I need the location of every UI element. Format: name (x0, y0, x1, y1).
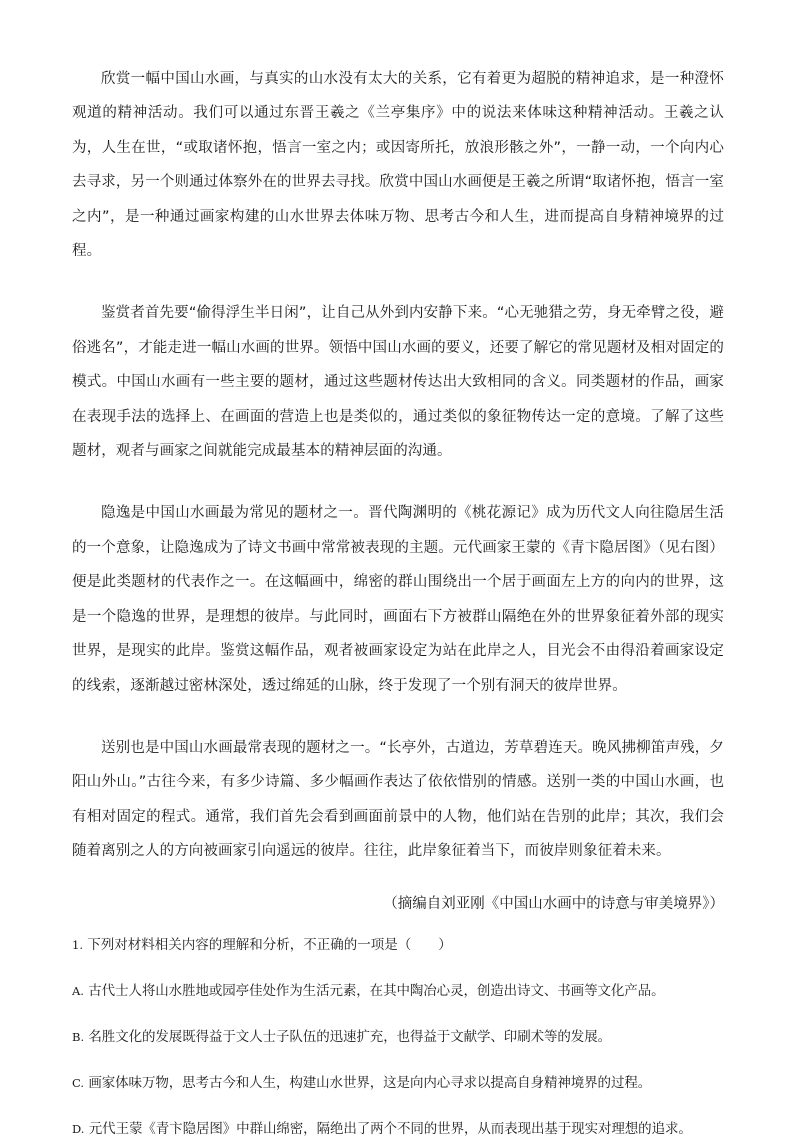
passage-paragraph-2: 鉴赏者首先要“偷得浮生半日闲”，让自己从外到内安静下来。“心无驰猎之劳，身无牵臂之役，避俗逃名”，才能走进一幅山水画的世界。领悟中国山水画的要义，还要了解它的常见题材及相对固定的模式。中国山水画有一些主要的题材，通过这些题材传达出大致相同的含义。同类题材的作品，画家在表现手法的选择上、在画面的营造上也是类似的，通过类似的象征物传达一定的意境。了解了这些题材，观者与画家之间就能完成最基本的精神层面的沟通。 (72, 305, 724, 460)
question-number: 1. (72, 937, 83, 952)
passage-paragraph-1: 欣赏一幅中国山水画，与真实的山水没有太大的关系，它有着更为超脱的精神追求，是一种澄怀观道的精神活动。我们可以通过东晋王羲之《兰亭集序》中的说法来体味这种精神活动。王羲之认为，人生在世，“或取诸怀抱，悟言一室之内；或因寄所托，放浪形骸之外”，一静一动，一个向内心去寻求，另一个则通过体察外在的世界去寻找。欣赏中国山水画便是王羲之所谓“取诸怀抱，悟言一室之内”，是一种通过画家构建的山水世界去体味万物、思考古今和人生，进而提高自身精神境界的过程。 (72, 71, 724, 260)
option-d[interactable] (72, 1119, 724, 1139)
option-text: 画家体味万物，思考古今和人生，构建山水世界，这是向内心寻求以提高自身精神境界的过程。 (88, 1074, 652, 1091)
option-letter: C. (72, 1075, 85, 1090)
option-letter: B. (72, 1029, 85, 1044)
option-a[interactable] (72, 981, 724, 1001)
option-c[interactable] (72, 1073, 724, 1093)
question-stem (72, 935, 724, 955)
source-citation: （摘编自刘亚刚《中国山水画中的诗意与审美境界》） (383, 895, 724, 912)
question-1 (72, 935, 724, 1139)
option-text: 名胜文化的发展既得益于文人士子队伍的迅速扩充，也得益于文献学、印刷术等的发展。 (88, 1028, 612, 1045)
passage-paragraph-3: 隐逸是中国山水画最为常见的题材之一。晋代陶渊明的《桃花源记》成为历代文人向往隐居生活的一个意象，让隐逸成为了诗文书画中常常被表现的主题。元代画家王蒙的《青卞隐居图》（见右图）便是此类题材的代表作之一。在这幅画中，绵密的群山围绕出一个居于画面左上方的向内的世界，这是一个隐逸的世界，是理想的彼岸。与此同时，画面右下方被群山隔绝在外的世界象征着外部的现实世界，是现实的此岸。鉴赏这幅作品，观者被画家设定为站在此岸之人，目光会不由得沿着画家设定的线索，逐渐越过密林深处，透过绵延的山脉，终于发现了一个别有洞天的彼岸世界。 (72, 505, 724, 694)
passage-paragraph-4: 送别也是中国山水画最常表现的题材之一。“长亭外，古道边，芳草碧连天。晚风拂柳笛声残，夕阳山外山。”古往今来，有多少诗篇、多少幅画作表达了依依惜别的情感。送别一类的中国山水画，也有相对固定的程式。通常，我们首先会看到画面前景中的人物，他们站在告别的此岸；其次，我们会随着离别之人的方向被画家引向遥远的彼岸。往往，此岸象征着当下，而彼岸则象征着未来。 (72, 739, 724, 860)
option-b[interactable] (72, 1027, 724, 1047)
option-text: 古代士人将山水胜地或园亭佳处作为生活元素，在其中陶冶心灵，创造出诗文、书画等文化产品。 (88, 982, 665, 999)
option-letter: D. (72, 1121, 85, 1136)
option-letter: A. (72, 983, 84, 998)
option-text: 元代王蒙《青卞隐居图》中群山绵密，隔绝出了两个不同的世界，从而表现出基于现实对理想的追求。 (88, 1120, 692, 1137)
document-page (72, 62, 724, 1139)
question-stem-text: 下列对材料相关内容的理解和分析，不正确的一项是（ ） (87, 936, 452, 953)
